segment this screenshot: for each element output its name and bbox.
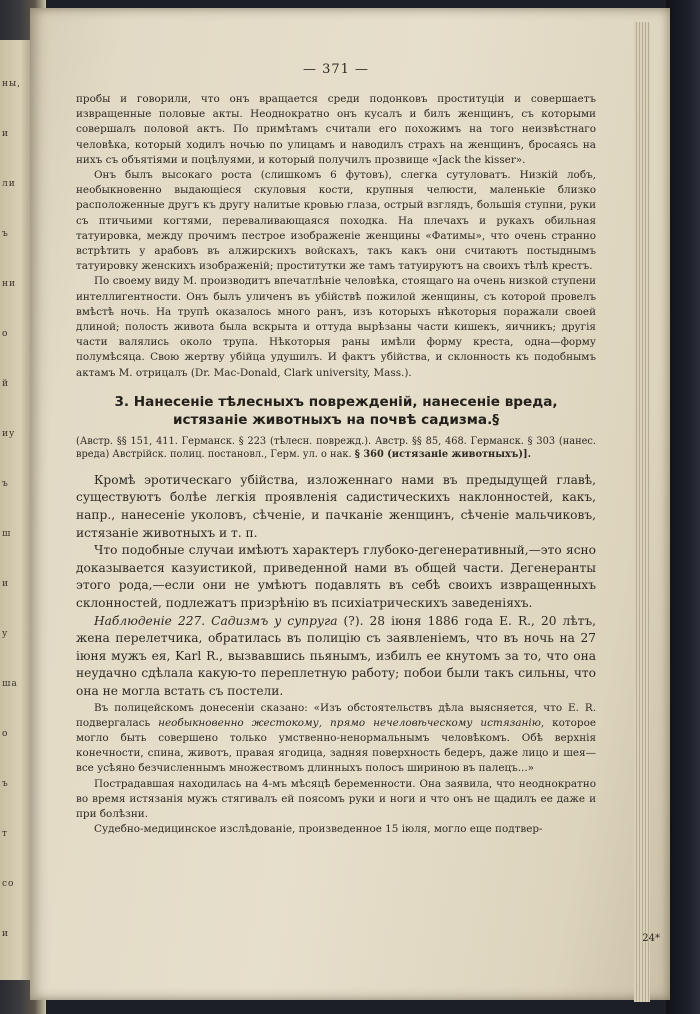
legal-references-line2: § 360 (истязаніе животныхъ)].	[354, 449, 532, 461]
paragraph-observation	[76, 613, 596, 701]
left-page-fragment: ъ	[2, 779, 9, 789]
left-page-fragment: и	[2, 579, 9, 589]
police-report-pre: Въ полицейскомъ донесеніи сказано: «Изъ обстоятельствъ дѣла выясняется, что Е. R. подвергалась	[76, 701, 596, 729]
page-edges	[634, 22, 650, 1002]
left-page-fragment: у	[2, 629, 9, 639]
left-page-fragment: й	[2, 379, 9, 389]
left-page-fragment: и	[2, 929, 9, 939]
left-page-fragment: о	[2, 329, 9, 339]
left-page-fragment: ли	[2, 179, 16, 189]
police-report-post: , которое могло быть совершено только умственно-ненормальнымъ человѣкомъ. Обѣ верхнія конечности, спина, животъ, правая ягодица, задняя поверхность бедеръ, даже лицо и шея—все усѣяно безчисленнымъ множествомъ длинныхъ полосъ шириною въ палецъ...»	[76, 716, 596, 775]
legal-references-line1: (Австр. §§ 151, 411. Германск. § 223 (тѣлесн. поврежд.). Австр. §§ 85, 468. Германск. § 303 (нанес. вреда) Австрійск. полиц. постановл., Герм. ул. о нак.	[76, 435, 596, 461]
signature-mark: 24*	[642, 933, 660, 944]
observation-text: (?). 28 іюня 1886 года Е. R., 20 лѣтъ, жена перелетчика, обратилась въ полицію съ заявленіемъ, что въ ночь на 27 іюня мужъ ея, Karl R., вызвавшись пьянымъ, избилъ ее кнутомъ за то, что она неудачно сдѣлала какую-то переплетную работу; побои были такъ сильны, что она не могла встать съ постели.	[76, 613, 596, 698]
left-page-fragment: о	[2, 729, 9, 739]
left-page-edge	[0, 40, 34, 980]
police-report-italic: необыкновенно жестокому, прямо нечеловѣческому истязанію	[158, 716, 541, 729]
book-cover-right	[666, 0, 700, 1014]
paragraph-jack-the-kisser: пробы и говорили, что онъ вращается среди подонковъ проституціи и совершаетъ извращенные половые акты. Неоднократно онъ кусалъ и билъ женщинъ, съ которыми совершалъ половой актъ. По примѣтамъ считали его похожимъ на того неизвѣстнаго человѣка, который ходилъ ночью по улицамъ и наводилъ страхъ на женщинъ, бросаясь на нихъ съ объятіями и поцѣлуями, и который получилъ прозвище «Jack the kisser».	[76, 93, 596, 166]
paragraph-murder-case: По своему виду М. производитъ впечатлѣніе человѣка, стоящаго на очень низкой ступени интеллигентности. Онъ былъ уличенъ въ убійствѣ пожилой женщины, съ которой провелъ вмѣстѣ ночь. На трупѣ оказалось много ранъ, изъ которыхъ нѣкоторыя поражали своей длиной; полость живота была вскрыта и оттуда вырѣзаны части кишекъ, яичникъ; другія части валялись около трупа. Нѣкоторыя раны имѣли форму креста, одна—форму полумѣсяца. Свою жертву убійца удушилъ. И фактъ убійства, и склонность къ подобнымъ актамъ М. отрицалъ (Dr. Mac-Donald, Clark university, Mass.).	[76, 275, 596, 379]
left-page-fragment: ъ	[2, 229, 9, 239]
left-page-fragment: ны,	[2, 79, 22, 89]
section-heading: 3. Нанесеніе тѣлесныхъ поврежденій, нанесеніе вреда, истязаніе животныхъ на почвѣ садизма.§	[114, 393, 558, 428]
left-page-fragment: ъ	[2, 479, 9, 489]
left-page-fragment: ша	[2, 679, 18, 689]
book-page	[30, 8, 670, 1000]
paragraph-sadistic-manifestations: Кромѣ эротическаго убійства, изложеннаго нами въ предыдущей главѣ, существуютъ болѣе легкія проявленія садистическихъ наклонностей, какъ, напр., нанесеніе уколовъ, сѣченіе, и пачканіе женщинъ, сѣченіе мальчиковъ, истязаніе животныхъ и т. п.	[76, 472, 596, 540]
left-page-fragment: иу	[2, 429, 16, 439]
page-content	[76, 62, 596, 837]
left-page-fragment: и	[2, 129, 9, 139]
left-page-fragment: ш	[2, 529, 12, 539]
observation-label: Наблюденіе 227. Садизмъ у супруга	[94, 613, 338, 628]
legal-references	[76, 435, 596, 462]
left-page-fragment: со	[2, 879, 15, 889]
paragraph-medical-exam: Судебно-медицинское изслѣдованіе, произведенное 15 іюля, могло еще подтвер-	[94, 823, 543, 836]
paragraph-physical-description: Онъ былъ высокаго роста (слишкомъ 6 футовъ), слегка сутуловатъ. Низкій лобъ, необыкновенно выдающіеся скуловыя кости, крупныя челюсти, маленькіе близко расположенные другъ къ другу налитые кровью глаза, острый взглядъ, большія ступни, руки съ птичьими когтями, переваливающаяся походка. На плечахъ и рукахъ обильная татуировка, между прочимъ пестрое изображеніе женщины «Фатимы», что очень странно встрѣтить у арабовъ въ алжирскихъ войскахъ, такъ какъ они считаютъ постыднымъ татуировку женскихъ изображеній; проститутки же тамъ татуируютъ на своихъ тѣлѣ крестъ.	[76, 169, 596, 273]
paragraph-degenerative: Что подобные случаи имѣютъ характеръ глубоко-дегенеративный,—это ясно доказывается казуистикой, приведенной нами въ общей части. Дегенеранты этого рода,—если они не умѣютъ подавлять въ себѣ своихъ извращенныхъ склонностей, подлежатъ призрѣнію въ психіатрическихъ заведеніяхъ.	[76, 543, 596, 611]
paragraph-pregnancy: Пострадавшая находилась на 4-мъ мѣсяцѣ беременности. Она заявила, что неоднократно во время истязанія мужъ стягивалъ ей поясомъ руки и ноги и что онъ не щадилъ ее даже и при болѣзни.	[76, 777, 596, 820]
left-page-fragment: ни	[2, 279, 16, 289]
left-page-fragment: т	[2, 829, 8, 839]
paragraph-police-report	[76, 701, 596, 777]
page-number: — 371 —	[302, 62, 370, 77]
